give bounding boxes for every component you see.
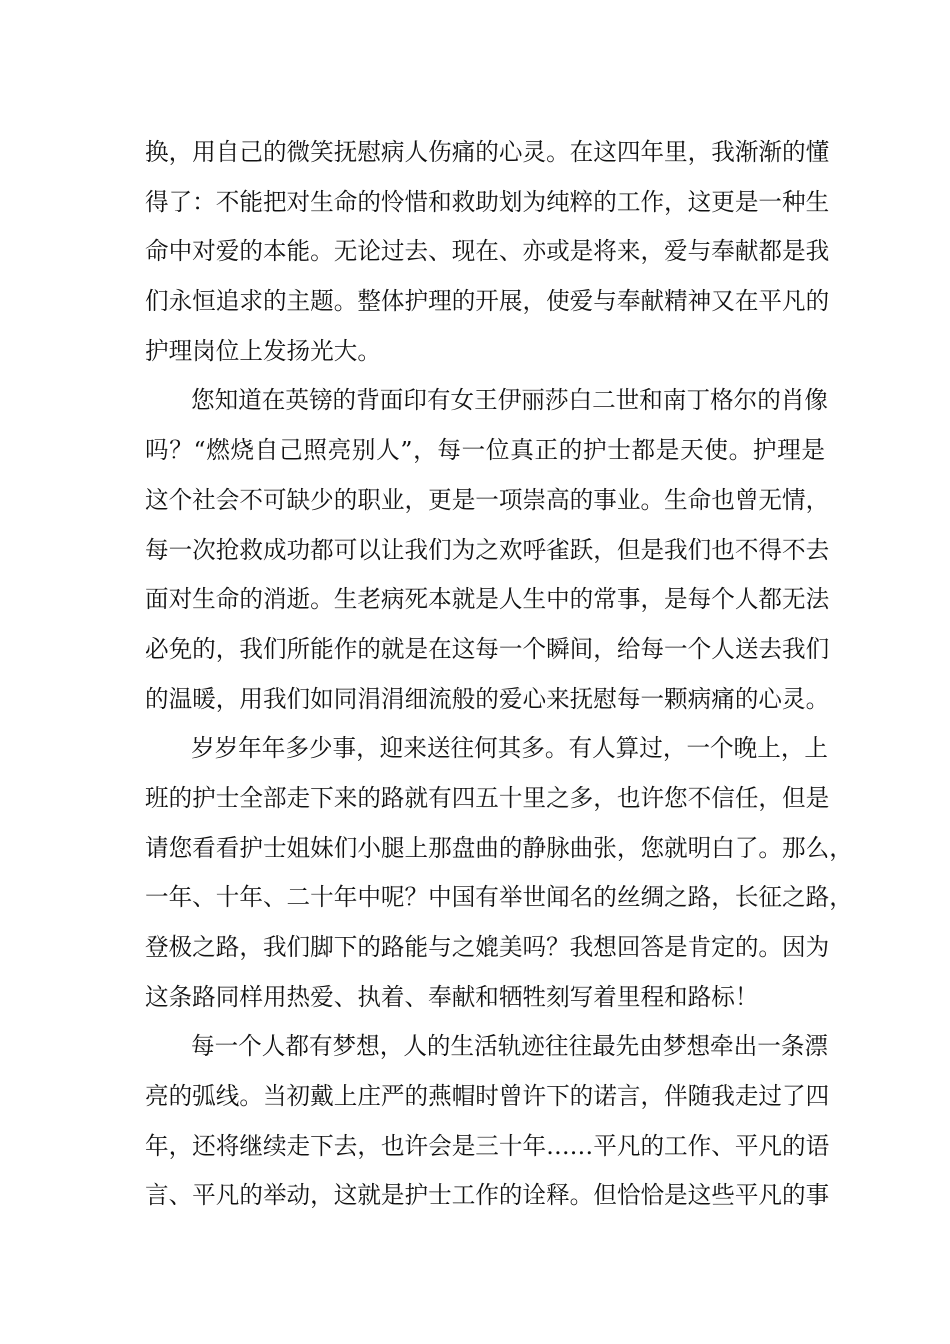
paragraph-line: 一年、十年、二十年中呢？中国有举世闻名的丝绸之路，长征之路，	[145, 883, 853, 912]
paragraph-4	[145, 1022, 830, 1221]
paragraph-line: 命中对爱的本能。无论过去、现在、亦或是将来，爱与奉献都是我	[145, 237, 830, 266]
paragraph-line: 班的护士全部走下来的路就有四五十里之多，也许您不信任，但是	[145, 783, 830, 812]
paragraph-line: 登极之路，我们脚下的路能与之媲美吗？我想回答是肯定的。因为	[145, 933, 830, 961]
paragraph-line: 得了：不能把对生命的怜惜和救助划为纯粹的工作，这更是一种生	[145, 187, 830, 216]
paragraph-1	[145, 128, 830, 376]
paragraph-2	[145, 376, 830, 724]
paragraph-line: 每一个人都有梦想，人的生活轨迹往往最先由梦想牵出一条漂	[191, 1032, 829, 1061]
paragraph-line: 年，还将继续走下去，也许会是三十年……平凡的工作、平凡的语	[145, 1131, 830, 1160]
paragraph-line: 请您看看护士姐妹们小腿上那盘曲的静脉曲张，您就明白了。那么，	[145, 833, 853, 862]
paragraph-line: 言、平凡的举动，这就是护士工作的诠释。但恰恰是这些平凡的事	[145, 1181, 830, 1210]
paragraph-line: 的温暖，用我们如同涓涓细流般的爱心来抚慰每一颗病痛的心灵。	[145, 684, 830, 713]
paragraph-line: 换，用自己的微笑抚慰病人伤痛的心灵。在这四年里，我渐渐的懂	[145, 138, 830, 166]
paragraph-line: 们永恒追求的主题。整体护理的开展，使爱与奉献精神又在平凡的	[145, 287, 830, 316]
paragraph-3	[145, 724, 853, 1022]
paragraph-line: 您知道在英镑的背面印有女王伊丽莎白二世和南丁格尔的肖像	[191, 386, 829, 415]
paragraph-line: 吗？“燃烧自己照亮别人”，每一位真正的护士都是天使。护理是	[145, 436, 825, 465]
paragraph-line: 面对生命的消逝。生老病死本就是人生中的常事，是每个人都无法	[145, 585, 830, 614]
document-body	[145, 128, 853, 1221]
paragraph-line: 岁岁年年多少事，迎来送往何其多。有人算过，一个晚上，上	[191, 734, 829, 763]
paragraph-line: 护理岗位上发扬光大。	[145, 336, 381, 365]
paragraph-line: 必免的，我们所能作的就是在这每一个瞬间，给每一个人送去我们	[145, 634, 830, 663]
paragraph-line: 这个社会不可缺少的职业，更是一项崇高的事业。生命也曾无情，	[145, 485, 830, 514]
paragraph-line: 这条路同样用热爱、执着、奉献和牺牲刻写着里程和路标！	[145, 982, 759, 1011]
paragraph-line: 每一次抢救成功都可以让我们为之欢呼雀跃，但是我们也不得不去	[145, 535, 830, 564]
paragraph-line: 亮的弧线。当初戴上庄严的燕帽时曾许下的诺言，伴随我走过了四	[145, 1082, 830, 1111]
